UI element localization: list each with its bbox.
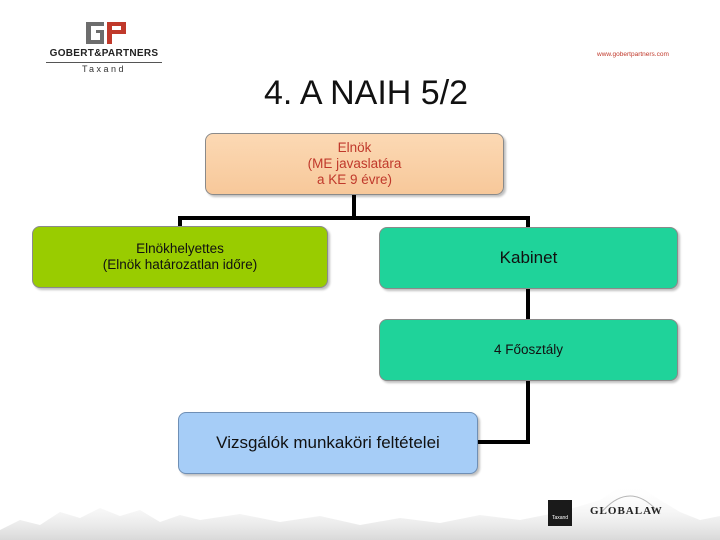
connector-bottom (478, 440, 530, 444)
logo-divider (46, 62, 162, 63)
logo-name: GOBERT&PARTNERS (49, 48, 159, 59)
node-elnokhelyettes-label: Elnökhelyettes (Elnök határozatlan időre) (102, 240, 258, 272)
gp-logo-mark-icon (84, 20, 128, 46)
taxand-badge: Taxand (548, 500, 572, 526)
node-foosztaly (379, 319, 678, 381)
connector-horizontal (178, 216, 530, 220)
node-kabinet-label: Kabinet (499, 247, 558, 267)
node-vizsgalok (178, 412, 478, 474)
logo-subtitle: Taxand (81, 64, 127, 74)
company-logo (44, 20, 164, 76)
website-url: www.gobertpartners.com (597, 51, 669, 58)
node-elnok (205, 133, 504, 195)
slide-title: 4. A NAIH 5/2 (263, 74, 469, 112)
connector-elnok-down (352, 195, 356, 218)
node-elnokhelyettes (32, 226, 328, 288)
node-elnok-label: Elnök (ME javaslatára a KE 9 évre) (307, 139, 402, 188)
node-kabinet (379, 227, 678, 289)
node-foosztaly-label: 4 Főosztály (493, 341, 564, 357)
globalaw-logo: GLOBALAW (590, 505, 663, 517)
node-vizsgalok-label: Vizsgálók munkaköri feltételei (216, 432, 440, 452)
